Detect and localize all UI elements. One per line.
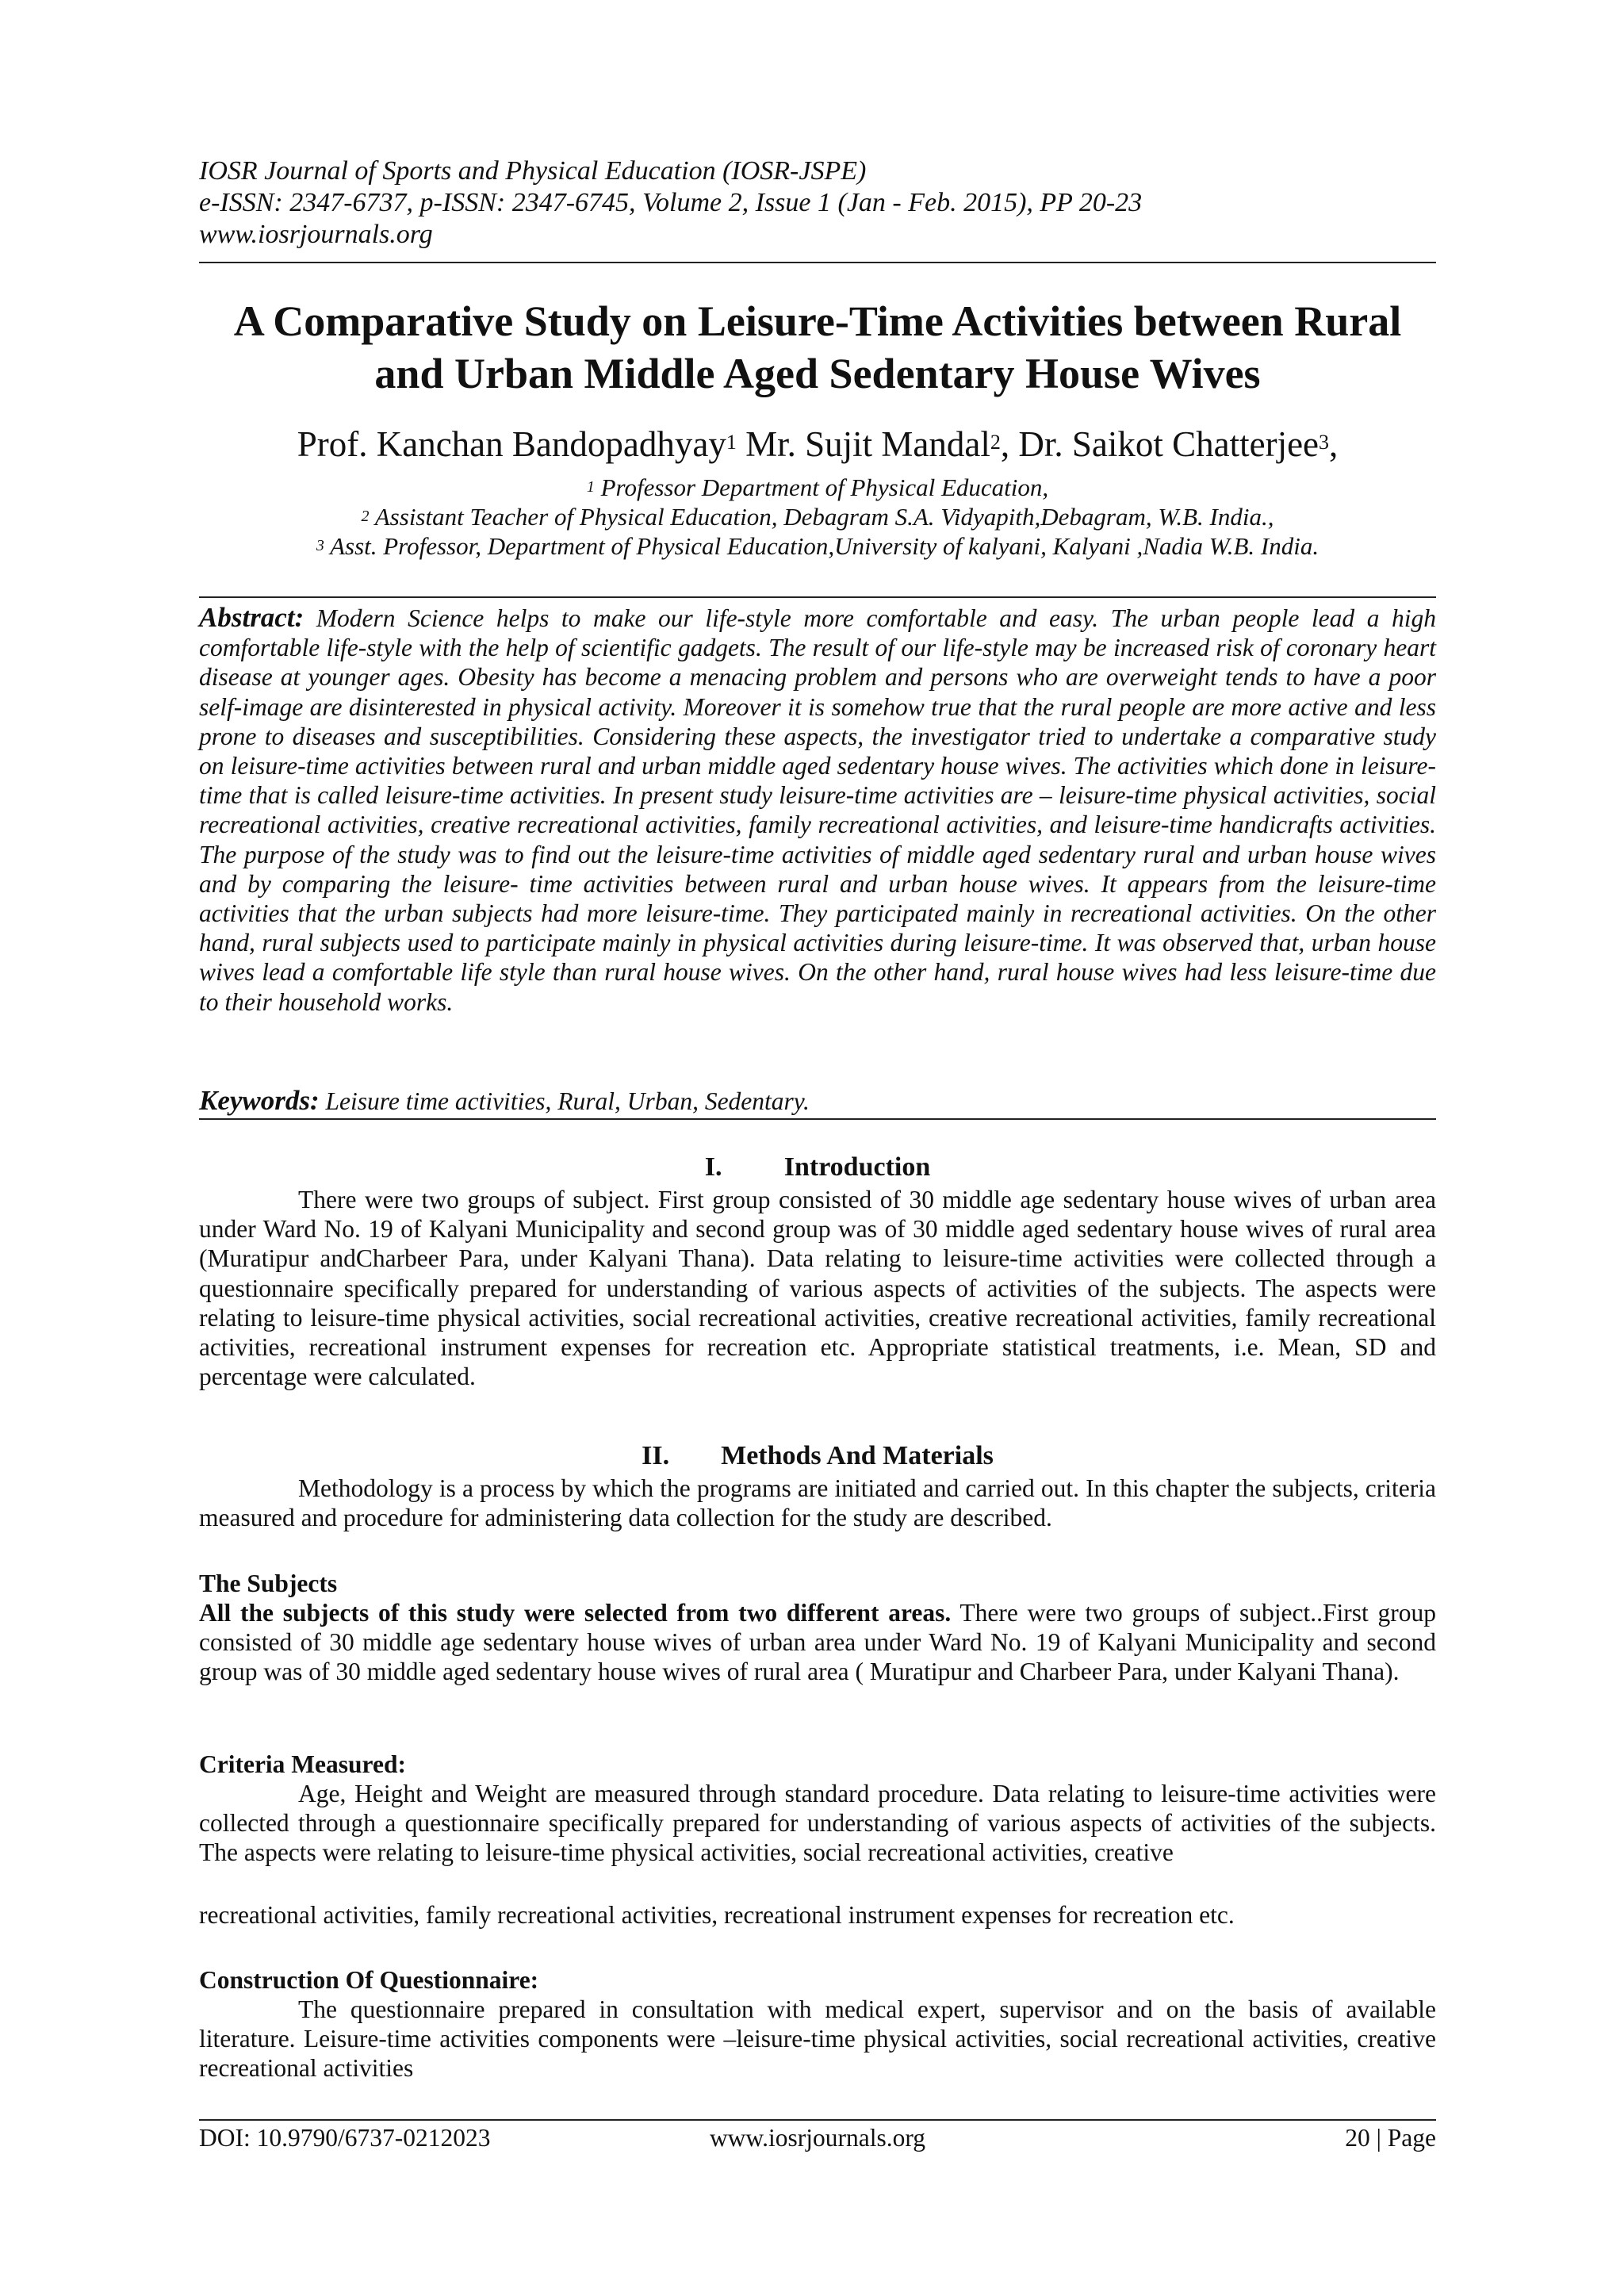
methods-paragraph: Methodology is a process by which the programs are initiated and carried out. In this chapter the subjects, criteria measured and procedure for administering data collection for the study are described. — [199, 1474, 1436, 1532]
page-footer — [199, 2122, 1436, 2154]
section-title: Introduction — [783, 1152, 931, 1182]
affiliation-3-sup: 3 — [316, 537, 324, 554]
subjects-paragraph — [199, 1598, 1436, 1687]
journal-url[interactable]: www.iosrjournals.org — [199, 220, 433, 249]
criteria-heading: Criteria Measured: — [199, 1750, 406, 1778]
abstract-label: Abstract: — [199, 602, 304, 633]
author-3-sup: 3 — [1319, 431, 1330, 454]
footer-rule — [199, 2119, 1436, 2121]
subjects-text: There were two groups of subject..First group consisted of 30 middle age sedentary house wives of urban area under Ward No. 19 of Kalyani Municipality and second group was of 30 middle aged sedentary house wives of rural area ( Muratipur and Charbeer Para, under Kalyani Thana). — [199, 1599, 1436, 1686]
paper-title — [199, 295, 1436, 400]
footer-doi: DOI: 10.9790/6737-0212023 — [199, 2124, 491, 2152]
criteria-paragraph: Age, Height and Weight are measured through standard procedure. Data relating to leisure-time activities were collected through a questionnaire specifically prepared for understanding of various aspects of activities of the subjects. The aspects were relating to leisure-time physical activities, social recreational activities, creative — [199, 1780, 1436, 1867]
questionnaire-paragraph: The questionnaire prepared in consultation with medical expert, supervisor and on the basis of available literature. Leisure-time activities components were –leisure-time physical activities, social recreational activities, creative recreational activities — [199, 1995, 1436, 2083]
journal-name: IOSR Journal of Sports and Physical Education (IOSR-JSPE) — [199, 156, 867, 186]
section-heading-methods — [199, 1440, 1436, 1472]
author-1-sup: 1 — [726, 431, 737, 454]
section-title: Methods And Materials — [721, 1441, 994, 1470]
footer-site[interactable]: www.iosrjournals.org — [709, 2124, 926, 2152]
keywords-label: Keywords: — [199, 1085, 320, 1116]
affiliation-1-sup: 1 — [586, 478, 595, 496]
author-2-sup: 2 — [990, 431, 1001, 454]
author-3: Dr. Saikot Chatterjee — [1018, 424, 1320, 464]
author-list — [199, 422, 1436, 466]
title-line-2: and Urban Middle Aged Sedentary House Wives — [374, 350, 1261, 397]
affiliations — [199, 473, 1436, 561]
author-trail: , — [1329, 424, 1339, 464]
title-line-1: A Comparative Study on Leisure-Time Activities between Rural — [233, 297, 1402, 345]
author-2: Mr. Sujit Mandal — [745, 424, 990, 464]
section-number: II. — [642, 1441, 670, 1470]
abstract — [199, 603, 1436, 1017]
author-1: Prof. Kanchan Bandopadhyay — [297, 424, 726, 464]
journal-header — [199, 155, 1436, 251]
questionnaire-heading: Construction Of Questionnaire: — [199, 1966, 539, 1994]
affiliation-3 — [199, 531, 1436, 561]
introduction-paragraph: There were two groups of subject. First group consisted of 30 middle age sedentary house wives of urban area under Ward No. 19 of Kalyani Municipality and second group was of 30 middle aged sedentary house wives of rural area (Muratipur andCharbeer Para, under Kalyani Thana). Data relating to leisure-time activities were collected through a questionnaire specifically prepared for understanding of various aspects of activities of the subjects. The aspects were relating to leisure-time physical activities, social recreational activities, creative recreational activities, family recreational activities, recreational instrument expenses for recreation etc. Appropriate statistical treatments, i.e. Mean, SD and percentage were calculated. — [199, 1186, 1436, 1391]
affiliation-1-text: Professor Department of Physical Education, — [600, 473, 1049, 501]
journal-issn: e-ISSN: 2347-6737, p-ISSN: 2347-6745, Volume 2, Issue 1 (Jan - Feb. 2015), PP 20-23 — [199, 188, 1143, 217]
section-number: I. — [704, 1152, 722, 1182]
criteria-paragraph-continued: recreational activities, family recreational activities, recreational instrument expenses for recreation etc. — [199, 1901, 1235, 1929]
abstract-top-rule — [199, 596, 1436, 598]
footer-page-number: 20 | Page — [1345, 2124, 1436, 2152]
affiliation-3-text: Asst. Professor, Department of Physical Education,University of kalyani, Kalyani ,Nadia W.B. India. — [330, 532, 1320, 560]
affiliation-2-sup: 2 — [361, 508, 370, 525]
section-heading-introduction — [199, 1152, 1436, 1183]
affiliation-1 — [199, 473, 1436, 502]
affiliation-2-text: Assistant Teacher of Physical Education, Debagram S.A. Vidyapith,Debagram, W.B. India., — [374, 503, 1274, 531]
subjects-bold-lead: All the subjects of this study were selected from two different areas. — [199, 1599, 952, 1627]
header-rule — [199, 262, 1436, 263]
affiliation-2 — [199, 502, 1436, 531]
keywords — [199, 1085, 1436, 1117]
keywords-text: Leisure time activities, Rural, Urban, Sedentary. — [325, 1087, 810, 1115]
subjects-heading: The Subjects — [199, 1570, 338, 1597]
author-sep: , — [1000, 424, 1019, 464]
abstract-bottom-rule — [199, 1118, 1436, 1120]
abstract-text: Modern Science helps to make our life-style more comfortable and easy. The urban people lead a high comfortable life-style with the help of scientific gadgets. The result of our life-style may be increased risk of coronary heart disease at younger ages. Obesity has become a menacing problem and persons who are overweight tends to have a poor self-image are disinterested in physical activity. Moreover it is somehow true that the rural people are more active and less prone to diseases and susceptibilities. Considering these aspects, the investigator tried to undertake a comparative study on leisure-time activities between rural and urban middle aged sedentary house wives. The activities which done in leisure-time that is called leisure-time activities. In present study leisure-time activities are – leisure-time physical activities, social recreational activities, creative recreational activities, family recreational activities, and leisure-time handicrafts activities. The purpose of the study was to find out the leisure-time activities of middle aged sedentary rural and urban house wives and by comparing the leisure- time activities between rural and urban house wives. It appears from the leisure-time activities that the urban subjects had more leisure-time. They participated mainly in recreational activities. On the other hand, rural subjects used to participate mainly in physical activities during leisure-time. It was observed that, urban house wives lead a comfortable life style than rural house wives. On the other hand, rural house wives had less leisure-time due to their household works. — [199, 604, 1437, 1016]
